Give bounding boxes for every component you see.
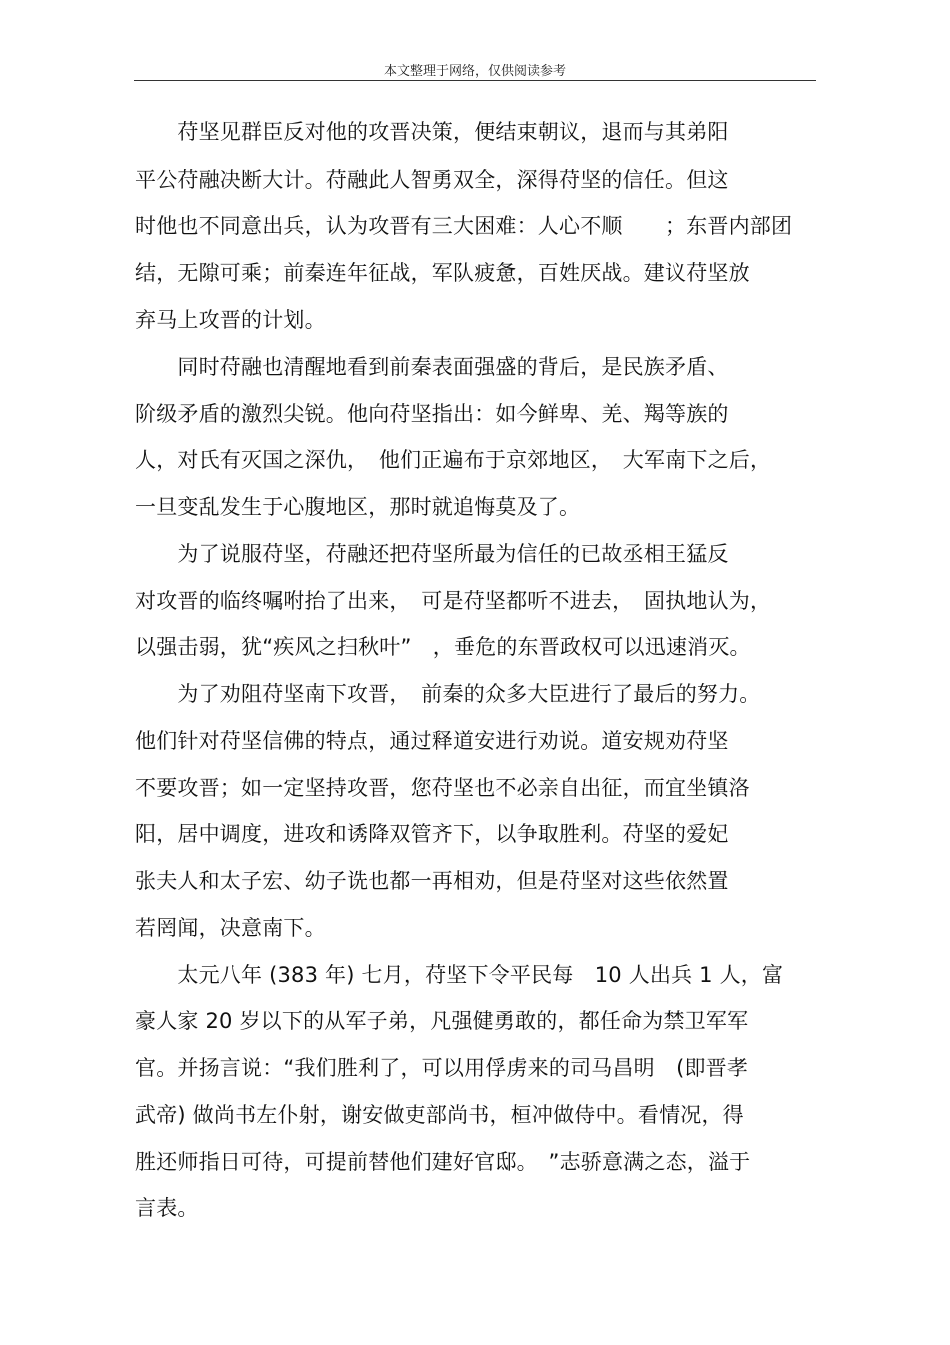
text-line: 武帝) 做尚书左仆射，谢安做吏部尚书，桓冲做侍中。看情况，得 bbox=[135, 1103, 744, 1127]
text-line: 阶级矛盾的激烈尖锐。他向苻坚指出：如今鲜卑、羌、羯等族的 bbox=[135, 402, 729, 426]
text-line: 平公苻融决断大计。苻融此人智勇双全，深得苻坚的信任。但这 bbox=[135, 168, 729, 192]
page-header: 本文整理于网络，仅供阅读参考 bbox=[383, 64, 566, 79]
text-line: 阳，居中调度，进攻和诱降双管齐下，以争取胜利。苻坚的爱妃 bbox=[135, 822, 729, 846]
text-line: 官。并扬言说：“我们胜利了，可以用俘虏来的司马昌明 (即晋孝 bbox=[135, 1056, 749, 1080]
text-line: 时他也不同意出兵，认为攻晋有三大困难：人心不顺 ；东晋内部团 bbox=[135, 214, 793, 238]
text-line: 豪人家 20 岁以下的从军子弟，凡强健勇敢的，都任命为禁卫军军 bbox=[135, 1009, 749, 1033]
text-line: 若罔闻，决意南下。 bbox=[135, 916, 326, 940]
text-line: 对攻晋的临终嘱咐抬了出来， 可是苻坚都听不进去， 固执地认为， bbox=[135, 589, 772, 613]
text-line: 言表。 bbox=[135, 1196, 199, 1220]
text-line: 同时苻融也清醒地看到前秦表面强盛的背后，是民族矛盾、 bbox=[135, 355, 729, 379]
text-line: 张夫人和太子宏、幼子诜也都一再相劝，但是苻坚对这些依然置 bbox=[135, 869, 729, 893]
text-line: 他们针对苻坚信佛的特点，通过释道安进行劝说。道安规劝苻坚 bbox=[135, 729, 729, 753]
text-line: 苻坚见群臣反对他的攻晋决策，便结束朝议，退而与其弟阳 bbox=[135, 120, 729, 144]
text-line: 一旦变乱发生于心腹地区，那时就追悔莫及了。 bbox=[135, 495, 581, 519]
text-line: 弃马上攻晋的计划。 bbox=[135, 308, 326, 332]
text-line: 不要攻晋；如一定坚持攻晋，您苻坚也不必亲自出征，而宜坐镇洛 bbox=[135, 776, 750, 800]
text-line: 胜还师指日可待，可提前替他们建好官邸。 ”志骄意满之态，溢于 bbox=[135, 1150, 751, 1174]
text-line: 以强击弱，犹“疾风之扫秋叶” ，垂危的东晋政权可以迅速消灭。 bbox=[135, 635, 751, 659]
text-line: 为了说服苻坚，苻融还把苻坚所最为信任的已故丞相王猛反 bbox=[135, 542, 729, 566]
text-line: 为了劝阻苻坚南下攻晋， 前秦的众多大臣进行了最后的努力。 bbox=[135, 682, 761, 706]
text-line: 结，无隙可乘；前秦连年征战，军队疲惫，百姓厌战。建议苻坚放 bbox=[135, 261, 750, 285]
text-line: 太元八年 (383 年) 七月，苻坚下令平民每 10 人出兵 1 人，富 bbox=[135, 963, 784, 987]
header-divider bbox=[134, 80, 816, 81]
text-line: 人，对氏有灭国之深仇， 他们正遍布于京郊地区， 大军南下之后， bbox=[135, 448, 772, 472]
